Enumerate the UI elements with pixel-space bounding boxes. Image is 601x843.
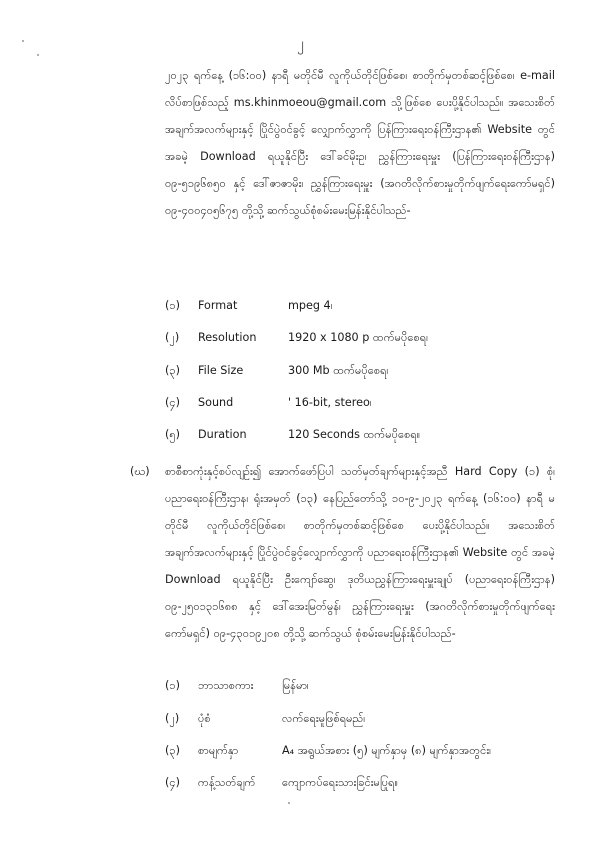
item-label: ပုံစံ [198,712,211,725]
item-number: (၂) [165,712,180,725]
paragraph-2: စာစီစာကုံးနှင့်စပ်လျဉ်း၍ အောက်ဖော်ပြပါ သတ်မှတ်ချက်များနှင့်အညီ Hard Copy (၁) စုံ၊ ပညာရေးဝန်ကြီးဌာန၊ ရုံးအမှတ် (၁၃) နေပြည်တော်သို့ ၁၀-၉-၂၀၂၃ ရက်နေ့ (၁၆:၀၀) နာရီ မတိုင်မီ လူကိုယ်တိုင်ဖြစ်စေ၊ စာတိုက်မှတစ်ဆင့်ဖြစ်စေ ပေးပို့နိုင်ပါသည်။ အသေးစိတ် အချက်အလက်များနှင့် ပြိုင်ပွဲဝင်ခွင့်လျှောက်လွှာကို ပညာရေးဝန်ကြီးဌာန၏ Website တွင် အခမဲ့ Download ရယူနိုင်ပြီး ဦးကျော်ဆွေ၊ ဒုတိယညွှန်ကြားရေးမှူးချုပ် (ပညာရေးဝန်ကြီးဌာန) ၀၉-၂၅၀၁၃၁၆၈၈ နှင့် ဒေါ်အေးမြတ်မွန်၊ ညွှန်ကြားရေးမှူး (အဂတိလိုက်စားမှုတိုက်ဖျက်ရေးကော်မရှင်) ၀၉-၄၃၀၁၉၂၀၈ တို့သို့ ဆက်သွယ် စုံစမ်းမေးမြန်းနိုင်ပါသည်- [165,465,555,640]
item-number: (၂) [165,331,180,344]
item-label: Resolution [198,331,257,344]
item-number: (၄) [165,776,181,789]
item-value: 1920 x 1080 p ထက်မပိုစေရ၊ [288,331,428,344]
item-value: ကျောကပ်ရေးသားခြင်းမပြုရ။ [282,776,398,789]
item-value: A₄ အရွယ်အစား (၅) မျက်နှာမှ (၈) မျက်နှာအတွင်း၊ [282,744,491,757]
item-number: (၅) [165,428,181,441]
item-label: စာမျက်နှာ [198,744,239,757]
item-value: mpeg 4၊ [288,299,333,312]
item-label: ဘာသာစကား [198,679,254,692]
paragraph-1: ၂၀၂၃ ရက်နေ့ (၁၆:၀၀) နာရီ မတိုင်မီ လူကိုယ်တိုင်ဖြစ်စေ၊ စာတိုက်မှတစ်ဆင့်ဖြစ်စေ၊ e-mail လိပ်စာဖြစ်သည့် ms.khinmoeou@gmail.com သို့ဖြစ်စေ ပေးပို့နိုင်ပါသည်။ အသေးစိတ်အချက်အလက်များနှင့် ပြိုင်ပွဲဝင်ခွင့် လျှောက်လွှာကို ပြန်ကြားရေးဝန်ကြီးဌာန၏ Website တွင် အခမဲ့ Download ရယူနိုင်ပြီး ဒေါ်ခင်မိုးဥ၊ ညွှန်ကြားရေးမှူး (ပြန်ကြားရေးဝန်ကြီးဌာန) ၀၉-၅၁၉၆၈၅၀ နှင့် ဒေါ်ဇာဇာမိုး၊ ညွှန်ကြားရေးမှူး (အဂတိလိုက်စားမှုတိုက်ဖျက်ရေးကော်မရှင်) ၀၉-၄၀၀၄၀၅၆၇၅ တို့သို့ ဆက်သွယ်စုံစမ်းမေးမြန်းနိုင်ပါသည်- [165,69,555,217]
page-number: ၂ [297,36,304,52]
item-value: 120 Seconds ထက်မပိုစေရ။ [288,428,421,441]
item-label: File Size [198,364,244,377]
item-number: (၃) [165,364,181,377]
item-label: Sound [198,396,234,409]
item-value: မြန်မာ၊ [282,679,309,692]
scan-speck [288,802,290,804]
item-value: ' 16-bit, stereo၊ [288,396,372,409]
item-number: (၁) [165,299,181,312]
item-number: (၄) [165,396,181,409]
item-value: 300 Mb ထက်မပိုစေရ၊ [288,364,389,377]
item-label: Duration [198,428,247,441]
item-number: (၃) [165,744,181,757]
section-marker: (ဃ) [130,465,150,478]
item-number: (၁) [165,679,181,692]
item-value: လက်ရေးမူဖြစ်ရမည်၊ [282,712,366,725]
item-label: Format [198,299,238,312]
item-label: ကန့်သတ်ချက် [198,776,256,789]
